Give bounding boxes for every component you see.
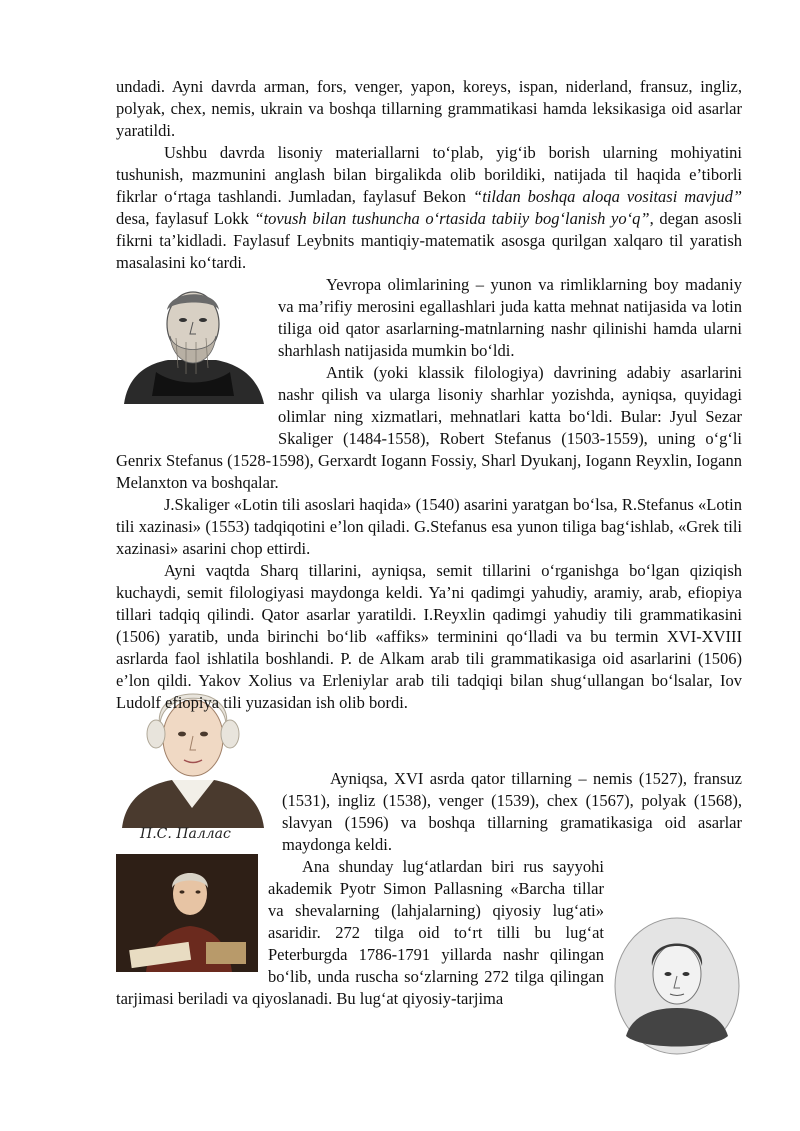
- paragraph-5: J.Skaliger «Lotin tili asoslari haqida» (1540) asarini yaratgan bo‘lsa, R.Stefanus «Lotin tili xazinasi» (1553) tadqiqotini e’lon qiladi. G.Stefanus esa yunon tiliga bag‘ishlab, «Grek tili xazinasi» asarini chop ettirdi.: [116, 495, 742, 558]
- bekon-quote: “tildan boshqa aloqa vositasi mavjud”: [473, 187, 742, 206]
- text-block-bottom: [282, 768, 742, 856]
- paragraph-6: [116, 560, 742, 714]
- paragraph-2-b: desa, faylasuf Lokk: [116, 209, 255, 228]
- text-block-last: [116, 856, 742, 1020]
- paragraph-7: Ayniqsa, XVI asrda qator tillarning – nemis (1527), fransuz (1531), ingliz (1538), venger (1539), chex (1567), polyak (1568), slavyan (1596) va boshqa tillarning gramatikasiga oid asarlar maydonga keldi.: [282, 769, 742, 854]
- text-block-middle: [116, 274, 742, 714]
- paragraph-8: Ana shunday lug‘atlardan biri rus sayyohi akademik Pyotr Simon Pallasning «Barcha tillar va shevalarning (lahjalarning) qiyosiy lug‘ati» asaridir. 272 tilga oid to‘rt tilli bu lug‘at Peterburgda 1786-1791 yillarda nashr qilingan bo‘lib, unda ruscha so‘zlarning 272 tilga qilingan tarjimasi beriladi va qiyoslanadi. Bu lug‘at qiyosiy-tarjima: [116, 857, 604, 1008]
- paragraph-1: undadi. Ayni davrda arman, fors, venger, yapon, koreys, ispan, niderland, fransuz, ingliz, polyak, chex, nemis, ukrain va boshqa tillarning grammatikasi hamda leksikasiga oid asarlar yaratildi.: [116, 77, 742, 140]
- paragraph-2-c: , degan asosli fikrni ta’kidladi. Faylasuf Leybnits mantiqiy-matematik asosga qurilgan xalqaro til yaratish masalasini ko‘tardi.: [116, 209, 742, 272]
- text-block-top: [116, 76, 742, 274]
- paragraph-2-a: Ushbu davrda lisoniy materiallarni to‘plab, yig‘ib borish ularning mohiyatini tushunish, mazmunini anglash bilan birgalikda olib borildiki, natijada til haqida e’tiborli fikrlar o‘rtaga tashlandi. Jumladan, faylasuf Bekon: [116, 143, 742, 206]
- paragraph-3: Yevropa olimlarining – yunon va rimliklarning boy madaniy va ma’rifiy merosini egallashlari juda katta mehnat natijasida va lotin tiliga oid qator asarlarning-matnlarning nashr qilinishi hamda ularni sharhlash natijasida mumkin bo‘ldi.: [278, 275, 742, 360]
- paragraph-2: [116, 142, 742, 274]
- paragraph-6-text: Ayni vaqtda Sharq tillarini, ayniqsa, semit tillarini o‘rganishga bo‘lgan qiziqish kuchaydi, semit filologiyasi maydonga keldi. Ya’ni qadimgi yahudiy, aramiy, arab, efiopiya tillari tadqiq qilindi. Qator asarlar yaratildi. I.Reyxlin qadimgi yahudiy tili grammatikasini (1506) yaratib, unda birinchi bo‘lib «affiks» terminini qo‘lladi va bu termin XVI-XVIII asrlarda faol ishlatila boshlandi. P. de Alkam arab tili grammatikasiga oid asarlarini (1506) e’lon qildi. Yakov Xolius va Erleniylar arab tili tadqiqi bilan shug‘ullangan bo‘lsalar, Iov Ludolf efiopiya tili yuzasidan ish olib bordi.: [116, 561, 742, 712]
- paragraph-4: Antik (yoki klassik filologiya) davrining adabiy asarlarini nashr qilish va ularga lisoniy sharhlar yozishda, ayniqsa, quyidagi olimlar ning xizmatlari, mehnatlari katta bo‘ldi. Bular: Jyul Sezar Skaliger (1484-1558), Robert Stefanus (1503-1559), uning o‘g‘li Genrix Stefanus (1528-1598), Gerxardt Iogann Fossiy, Sharl Dyukanj, Iogann Reyxlin, Iogann Melanxton va boshqalar.: [116, 363, 742, 492]
- lokk-quote: “tovush bilan tushuncha o‘rtasida tabiiy bog‘lanish yo‘q”: [254, 209, 650, 228]
- portrait-pallas-caption: П.С. Паллас: [140, 826, 231, 842]
